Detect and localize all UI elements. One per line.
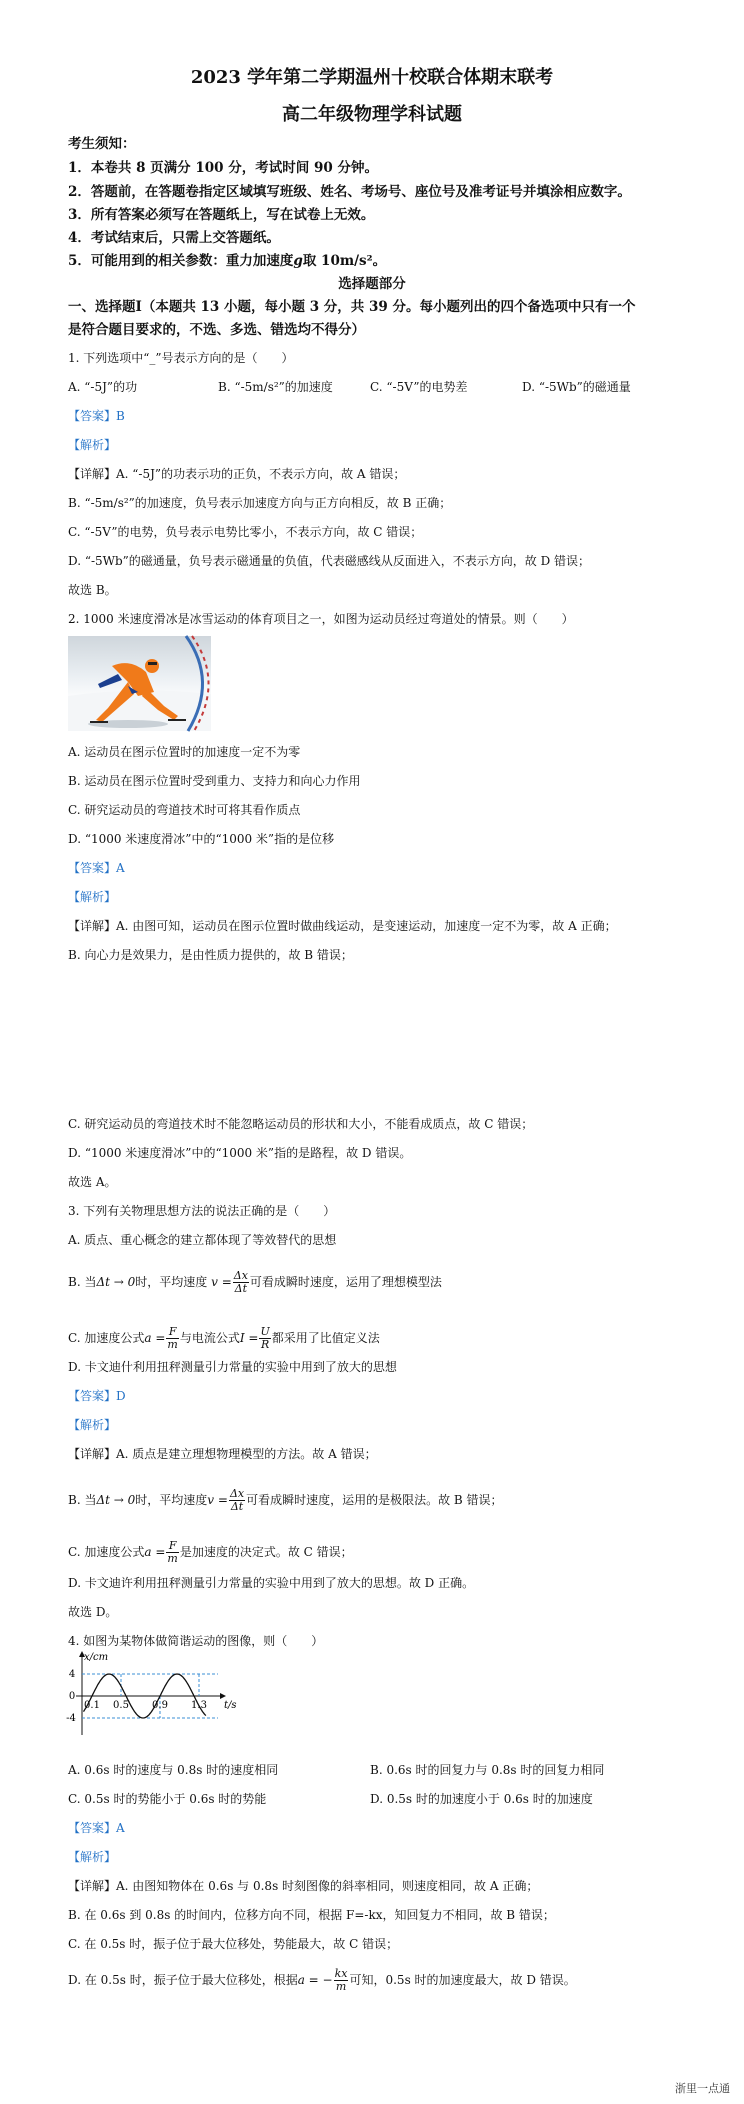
q4-option-c: C. 0.5s 时的势能小于 0.6s 时的势能 bbox=[68, 1792, 267, 1806]
q4-explanation: 【详解】A. 由图知物体在 0.6s 与 0.8s 时刻图像的斜率相同，则速度相同，故 A 正确； bbox=[68, 1879, 539, 1893]
x-tick: 0.1 bbox=[84, 1700, 100, 1711]
q3-option-d: D. 卡文迪什利用扭秤测量引力常量的实验中用到了放大的思想 bbox=[68, 1360, 397, 1374]
q2-explanation: B. 向心力是效果力，是由性质力提供的，故 B 错误； bbox=[68, 948, 353, 962]
q1-explanation: 【详解】A. “-5J”的功表示功的正负，不表示方向，故 A 错误； bbox=[68, 467, 406, 481]
shm-graph bbox=[68, 1650, 268, 1738]
notice-heading: 考生须知： bbox=[68, 136, 136, 152]
exam-title: 2023 学年第二学期温州十校联合体期末联考 bbox=[190, 67, 554, 88]
notice-item: 1．本卷共 8 页满分 100 分，考试时间 90 分钟。 bbox=[68, 160, 378, 176]
q1-explanation: B. “-5m/s²”的加速度，负号表示加速度方向与正方向相反，故 B 正确； bbox=[68, 496, 452, 510]
q4-answer: 【答案】A bbox=[68, 1821, 125, 1835]
y-axis-label: x/cm bbox=[84, 1652, 109, 1663]
q4-explanation: D. 在 0.5s 时，振子位于最大位移处，根据a = − $\frac{kx}{m}$ 可知，0.5s 时的加速度最大，故 D 错误。 bbox=[68, 1967, 576, 1993]
q4-stem: 4. 如图为某物体做简谐运动的图像，则（ ） bbox=[68, 1634, 324, 1648]
q1-option-a: A. “-5J”的功 bbox=[68, 380, 138, 394]
q3-explanation: 【详解】A. 质点是建立理想物理模型的方法。故 A 错误； bbox=[68, 1447, 377, 1461]
q1-stem: 1. 下列选项中“_”号表示方向的是（ ） bbox=[68, 351, 294, 365]
q2-option-b: B. 运动员在图示位置时受到重力、支持力和向心力作用 bbox=[68, 774, 361, 788]
q3-conclusion: 故选 D。 bbox=[68, 1605, 118, 1619]
notice-item: 3．所有答案必须写在答题纸上，写在试卷上无效。 bbox=[68, 207, 375, 223]
q3-stem: 3. 下列有关物理思想方法的说法正确的是（ ） bbox=[68, 1204, 336, 1218]
q3-option-a: A. 质点、重心概念的建立都体现了等效替代的思想 bbox=[68, 1233, 337, 1247]
q3-explanation: B. 当Δt → 0时，平均速度v = $\frac{\Delta x}{\Delta t}$ 可看成瞬时速度，运用的是极限法。故 B 错误； bbox=[68, 1487, 503, 1513]
q1-answer: 【答案】B bbox=[68, 409, 125, 423]
section-intro: 一、选择题Ⅰ（本题共 13 小题，每小题 3 分，共 39 分。每小题列出的四个备选项中只有一个 bbox=[68, 299, 636, 315]
q1-explanation: C. “-5V”的电势，负号表示电势比零小，不表示方向，故 C 错误； bbox=[68, 525, 423, 539]
notice-item: 4．考试结束后，只需上交答题纸。 bbox=[68, 230, 280, 246]
q3-explanation: D. 卡文迪许利用扭秤测量引力常量的实验中用到了放大的思想。故 D 正确。 bbox=[68, 1576, 475, 1590]
q2-option-d: D. “1000 米速度滑冰”中的“1000 米”指的是位移 bbox=[68, 832, 335, 846]
q3-analysis-label: 【解析】 bbox=[68, 1418, 117, 1432]
exam-subtitle: 高二年级物理学科试题 bbox=[282, 104, 462, 125]
q4-explanation: C. 在 0.5s 时，振子位于最大位移处，势能最大，故 C 错误； bbox=[68, 1937, 399, 1951]
section-title: 选择题部分 bbox=[338, 276, 406, 292]
q1-conclusion: 故选 B。 bbox=[68, 583, 117, 597]
q3-answer: 【答案】D bbox=[68, 1389, 126, 1403]
notice-item: 2．答题前，在答题卷指定区域填写班级、姓名、考场号、座位号及准考证号并填涂相应数字。 bbox=[68, 184, 631, 200]
q1-analysis-label: 【解析】 bbox=[68, 438, 117, 452]
q4-option-a: A. 0.6s 时的速度与 0.8s 时的速度相同 bbox=[68, 1763, 279, 1777]
q4-option-d: D. 0.5s 时的加速度小于 0.6s 时的加速度 bbox=[370, 1792, 593, 1806]
q2-option-c: C. 研究运动员的弯道技术时可将其看作质点 bbox=[68, 803, 301, 817]
q1-option-b: B. “-5m/s²”的加速度 bbox=[218, 380, 333, 394]
q2-explanation: D. “1000 米速度滑冰”中的“1000 米”指的是路程，故 D 错误。 bbox=[68, 1146, 412, 1160]
x-tick: 0.9 bbox=[152, 1700, 168, 1711]
y-tick: 4 bbox=[68, 1669, 76, 1680]
y-tick: -4 bbox=[66, 1713, 76, 1724]
x-tick: 0.5 bbox=[113, 1700, 129, 1711]
q3-explanation: C. 加速度公式a = $\frac{F}{m}$ 是加速度的决定式。故 C 错误； bbox=[68, 1539, 353, 1565]
speed-skater-photo bbox=[68, 636, 211, 731]
q2-explanation: C. 研究运动员的弯道技术时不能忽略运动员的形状和大小，不能看成质点，故 C 错误； bbox=[68, 1117, 534, 1131]
watermark: 浙里一点通 bbox=[675, 2082, 730, 2095]
q2-answer: 【答案】A bbox=[68, 861, 125, 875]
q2-explanation: 【详解】A. 由图可知，运动员在图示位置时做曲线运动，是变速运动，加速度一定不为零，故 A 正确； bbox=[68, 919, 617, 933]
q1-explanation: D. “-5Wb”的磁通量，负号表示磁通量的负值，代表磁感线从反面进入，不表示方向，故 D 错误； bbox=[68, 554, 591, 568]
q2-stem: 2. 1000 米速度滑冰是冰雪运动的体育项目之一，如图为运动员经过弯道处的情景。则（ ） bbox=[68, 612, 574, 626]
notice-item: 5．可能用到的相关参数：重力加速度g取 10m/s²。 bbox=[68, 253, 387, 269]
y-tick: 0 bbox=[68, 1691, 76, 1702]
q4-analysis-label: 【解析】 bbox=[68, 1850, 117, 1864]
q3-option-b: B. 当Δt → 0时，平均速度 v = $\frac{\Delta x}{\Delta t}$ 可看成瞬时速度，运用了理想模型法 bbox=[68, 1269, 442, 1295]
q1-option-c: C. “-5V”的电势差 bbox=[370, 380, 468, 394]
q4-option-b: B. 0.6s 时的回复力与 0.8s 时的回复力相同 bbox=[370, 1763, 605, 1777]
x-tick: 1.3 bbox=[191, 1700, 207, 1711]
q2-conclusion: 故选 A。 bbox=[68, 1175, 117, 1189]
q3-option-c: C. 加速度公式a = $\frac{F}{m}$ 与电流公式I = $\frac{U}{R}$ 都采用了比值定义法 bbox=[68, 1325, 380, 1351]
q2-option-a: A. 运动员在图示位置时的加速度一定不为零 bbox=[68, 745, 301, 759]
q4-explanation: B. 在 0.6s 到 0.8s 的时间内，位移方向不同，根据 F=-kx，知回复力不相同，故 B 错误； bbox=[68, 1908, 555, 1922]
x-axis-label: t/s bbox=[224, 1700, 237, 1711]
q1-option-d: D. “-5Wb”的磁通量 bbox=[522, 380, 631, 394]
q2-analysis-label: 【解析】 bbox=[68, 890, 117, 904]
section-intro: 是符合题目要求的，不选、多选、错选均不得分） bbox=[68, 322, 365, 338]
